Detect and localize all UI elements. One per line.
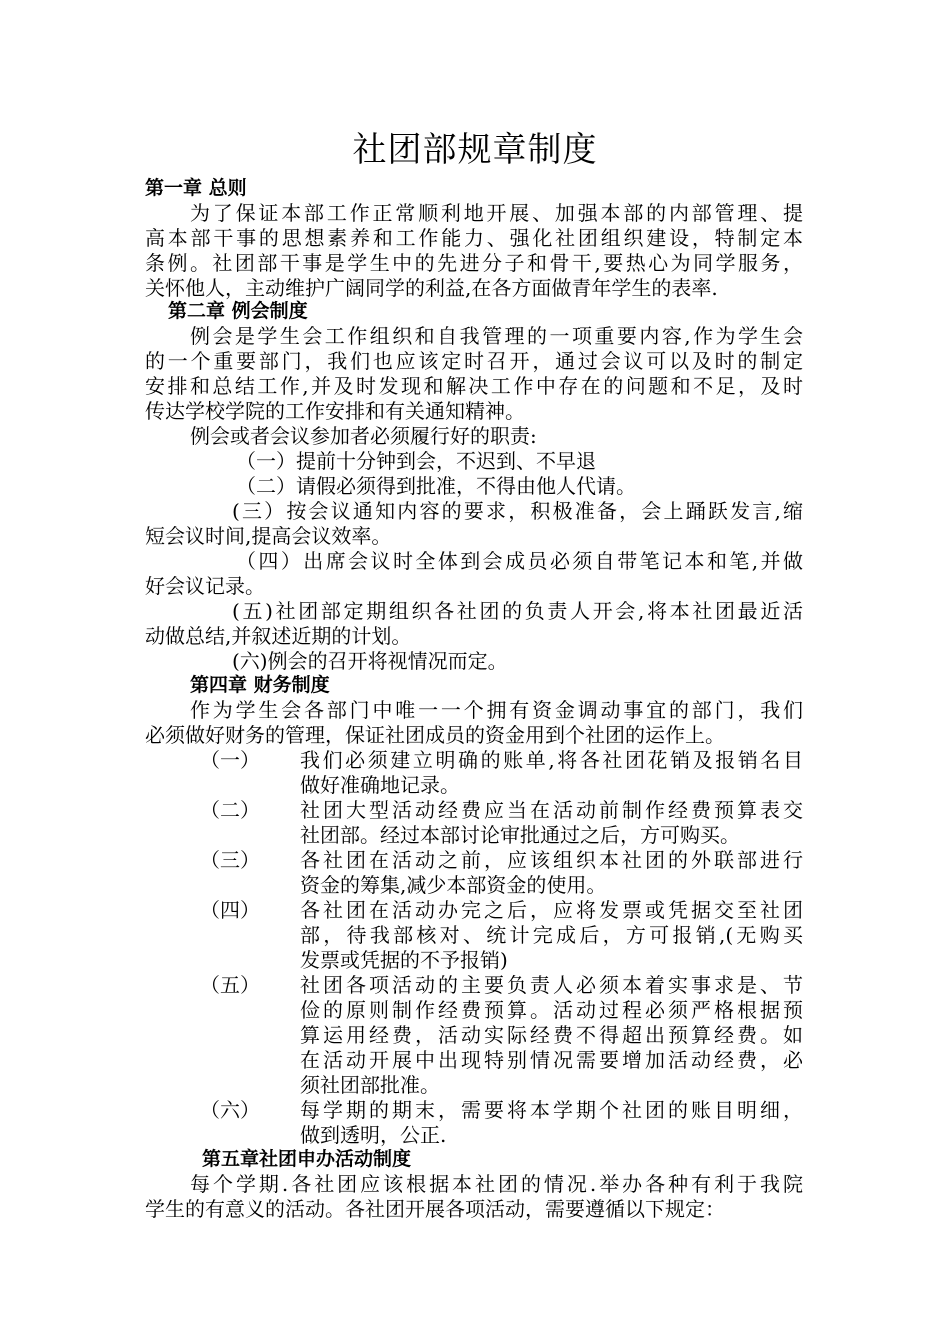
finance-item-marker: （四）: [200, 898, 260, 922]
chapter-5-heading: 第五章社团申办活动制度: [202, 1148, 412, 1170]
finance-item-marker: （六）: [200, 1098, 260, 1122]
meeting-duty-item-cont: 动做总结,并叙述近期的计划。: [145, 624, 412, 648]
chapter-4-heading: 第四章 财务制度: [190, 674, 330, 696]
chapter-2-line: 安排和总结工作,并及时发现和解决工作中存在的问题和不足，及时: [145, 374, 803, 398]
chapter-1-line: 为了保证本部工作正常顺利地开展、加强本部的内部管理、提: [190, 201, 803, 225]
finance-item-line: 社团大型活动经费应当在活动前制作经费预算表交: [300, 798, 803, 822]
meeting-duty-item-cont: 短会议时间,提高会议效率。: [145, 524, 392, 548]
finance-item-marker: （三）: [200, 848, 260, 872]
document-title: 社团部规章制度: [352, 130, 598, 170]
chapter-1-line: 关怀他人，主动维护广阔同学的利益,在各方面做青年学生的表率.: [145, 276, 718, 300]
finance-item-line: 俭的原则制作经费预算。活动过程必须严格根据预: [300, 998, 803, 1022]
finance-item-line: 算运用经费，活动实际经费不得超出预算经费。如: [300, 1023, 803, 1047]
finance-item-line: 每学期的期末，需要将本学期个社团的账目明细，: [300, 1098, 803, 1122]
chapter-2-heading: 第二章 例会制度: [168, 300, 308, 322]
meeting-duty-item: (六)例会的召开将视情况而定。: [232, 649, 508, 673]
meeting-duty-item-cont: 好会议记录。: [145, 574, 265, 598]
finance-item-line: 社团各项活动的主要负责人必须本着实事求是、节: [300, 973, 803, 997]
finance-item-marker: （二）: [200, 798, 260, 822]
chapter-1-line: 条例。社团部干事是学生中的先进分子和骨干,要热心为同学服务，: [145, 251, 803, 275]
chapter-2-line: 传达学校学院的工作安排和有关通知精神。: [145, 399, 525, 423]
chapter-4-line: 作为学生会各部门中唯一一个拥有资金调动事宜的部门，我们: [190, 698, 803, 722]
finance-item-marker: （五）: [200, 973, 260, 997]
chapter-5-line: 每个学期.各社团应该根据本社团的情况.举办各种有利于我院: [190, 1172, 803, 1196]
chapter-1-line: 高本部干事的思想素养和工作能力、强化社团组织建设，特制定本: [145, 226, 803, 250]
finance-item-line: 部，待我部核对、统计完成后，方可报销,(无购买: [300, 923, 803, 947]
meeting-duty-item: （四）出席会议时全体到会成员必须自带笔记本和笔,并做: [236, 549, 803, 573]
finance-item-line: 各社团在活动办完之后，应将发票或凭据交至社团: [300, 898, 803, 922]
finance-item-line: 我们必须建立明确的账单,将各社团花销及报销名目: [300, 748, 803, 772]
finance-item-line: 做到透明，公正.: [300, 1123, 447, 1147]
finance-item-line: 资金的筹集,减少本部资金的使用。: [300, 873, 607, 897]
finance-item-line: 发票或凭据的不予报销): [300, 948, 508, 972]
meeting-duty-item: （一）提前十分钟到会，不迟到、不早退: [236, 449, 596, 473]
meeting-duty-item: (五)社团部定期组织各社团的负责人开会,将本社团最近活: [232, 599, 803, 623]
chapter-2-line: 例会是学生会工作组织和自我管理的一项重要内容,作为学生会: [190, 324, 803, 348]
meeting-duties-intro: 例会或者会议参加者必须履行好的职责:: [190, 424, 537, 448]
chapter-1-heading: 第一章 总则: [145, 177, 247, 199]
finance-item-line: 各社团在活动之前，应该组织本社团的外联部进行: [300, 848, 803, 872]
finance-item-line: 做好准确地记录。: [300, 773, 460, 797]
finance-item-line: 社团部。经过本部讨论审批通过之后，方可购买。: [300, 823, 740, 847]
meeting-duty-item: (三）按会议通知内容的要求，积极准备，会上踊跃发言,缩: [232, 499, 803, 523]
chapter-4-line: 必须做好财务的管理，保证社团成员的资金用到个社团的运作上。: [145, 723, 725, 747]
meeting-duty-item: （二）请假必须得到批准，不得由他人代请。: [236, 474, 636, 498]
chapter-2-line: 的一个重要部门，我们也应该定时召开，通过会议可以及时的制定: [145, 349, 803, 373]
chapter-5-line: 学生的有意义的活动。各社团开展各项活动，需要遵循以下规定：: [145, 1197, 725, 1221]
finance-item-line: 在活动开展中出现特别情况需要增加活动经费，必: [300, 1048, 803, 1072]
finance-item-line: 须社团部批准。: [300, 1073, 440, 1097]
finance-item-marker: （一）: [200, 748, 260, 772]
